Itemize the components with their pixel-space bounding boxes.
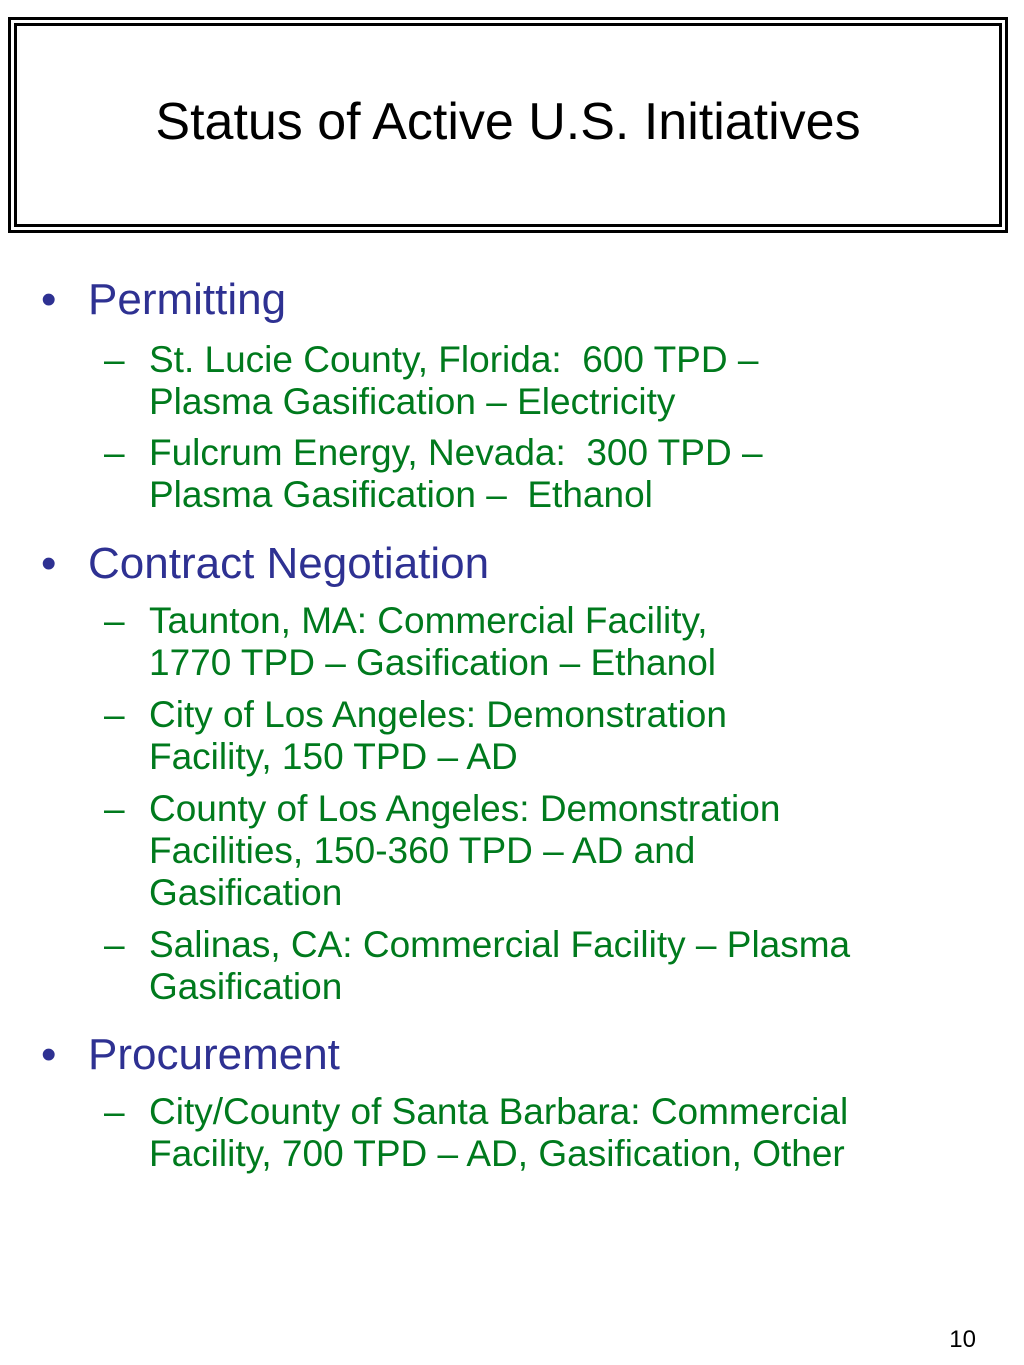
list-item-line: City of Los Angeles: Demonstration <box>149 694 727 735</box>
list-item-line: Facility, 150 TPD – AD <box>149 736 518 777</box>
list-item-line: Plasma Gasification – Electricity <box>149 381 676 422</box>
list-item-line: 1770 TPD – Gasification – Ethanol <box>149 642 716 683</box>
list-item-line: City/County of Santa Barbara: Commercial <box>149 1091 849 1132</box>
section-heading-label: Permitting <box>88 275 287 324</box>
dash-marker: – <box>104 694 125 735</box>
list-item-line: County of Los Angeles: Demonstration <box>149 788 781 829</box>
section-heading-label: Procurement <box>88 1030 340 1079</box>
bullet-point: • <box>41 1030 57 1079</box>
list-item-line: Facility, 700 TPD – AD, Gasification, Other <box>149 1133 845 1174</box>
bullet-point: • <box>41 539 57 588</box>
list-item-line: Facilities, 150-360 TPD – AD and <box>149 830 696 871</box>
dash-marker: – <box>104 600 125 641</box>
slide-title: Status of Active U.S. Initiatives <box>155 93 861 151</box>
list-item-text <box>149 600 1009 684</box>
list-item-text <box>149 924 1009 1008</box>
dash-marker: – <box>104 788 125 829</box>
list-item-line: Gasification <box>149 966 343 1007</box>
bullet-point: • <box>41 275 57 324</box>
section-heading-label: Contract Negotiation <box>88 539 490 588</box>
dash-marker: – <box>104 432 125 473</box>
list-item-line: Fulcrum Energy, Nevada: 300 TPD – <box>149 432 763 473</box>
list-item-line: Gasification <box>149 872 343 913</box>
list-item-text <box>149 1091 1009 1175</box>
dash-marker: – <box>104 924 125 965</box>
dash-marker: – <box>104 1091 125 1132</box>
title-box-inner-border <box>14 23 1002 227</box>
section-heading-procurement <box>0 1030 1024 1083</box>
section-heading-contract-negotiation <box>0 539 1024 592</box>
list-item-line: Plasma Gasification – Ethanol <box>149 474 653 515</box>
page-number: 10 <box>949 1326 976 1353</box>
title-box <box>8 17 1008 233</box>
list-item-line: Salinas, CA: Commercial Facility – Plasma <box>149 924 851 965</box>
list-item-text <box>149 339 1009 423</box>
list-item-text <box>149 694 1009 778</box>
list-item-text <box>149 432 1009 516</box>
list-item-line: Taunton, MA: Commercial Facility, <box>149 600 708 641</box>
list-item-line: St. Lucie County, Florida: 600 TPD – <box>149 339 759 380</box>
dash-marker: – <box>104 339 125 380</box>
section-heading-permitting <box>0 275 1024 328</box>
list-item-text <box>149 788 1009 914</box>
